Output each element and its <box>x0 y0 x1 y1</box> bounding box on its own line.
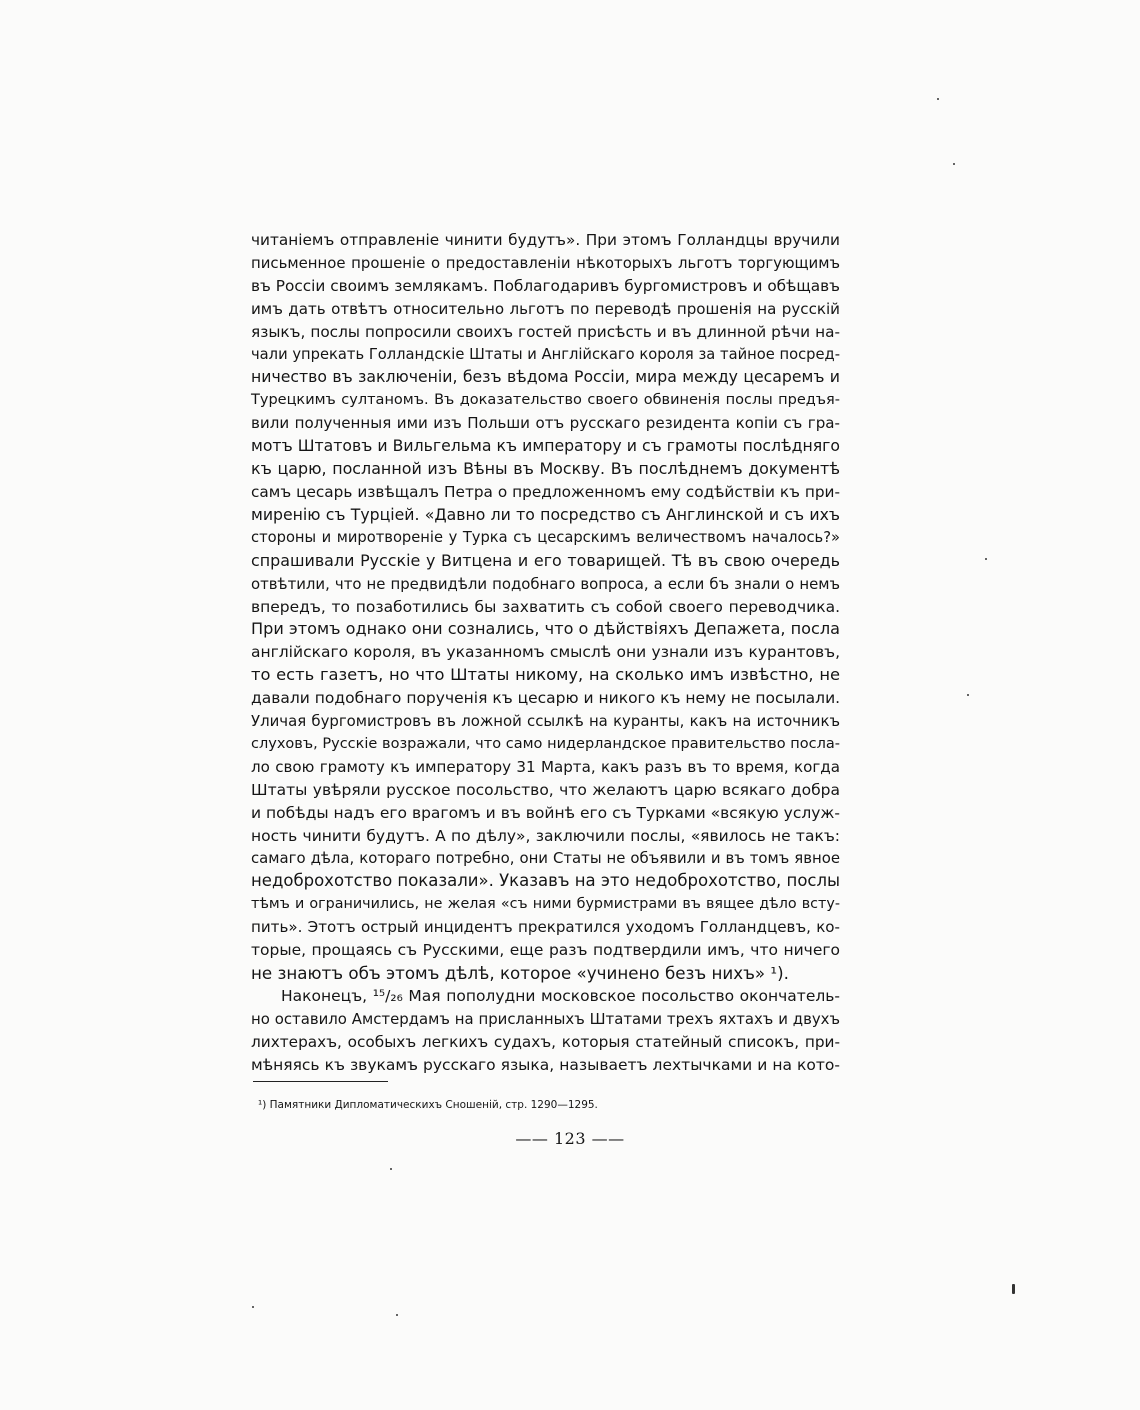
text-line: мѣняясь къ звукамъ русскаго языка, называетъ лехтычками и на кото- <box>251 1055 840 1074</box>
scan-speck <box>985 558 987 560</box>
scan-speck <box>937 98 939 100</box>
page-number: —— 123 —— <box>515 1129 625 1148</box>
text-line: торые, прощаясь съ Русскими, еще разъ подтвердили имъ, что ничего <box>251 941 840 960</box>
text-line: Турецкимъ султаномъ. Въ доказательство своего обвиненія послы предъя- <box>251 392 840 409</box>
text-line: ничество въ заключеніи, безъ вѣдома Россіи, мира между цесаремъ и <box>251 367 840 387</box>
text-line: самъ цесарь извѣщалъ Петра о предложенномъ ему содѣйствіи къ при- <box>251 482 840 501</box>
text-line: письменное прошеніе о предоставленіи нѣкоторыхъ льготъ торгующимъ <box>251 253 840 272</box>
text-line: стороны и миротвореніе у Турка съ цесарскимъ величествомъ началось?» <box>251 528 840 546</box>
text-line: самаго дѣла, котораго потребно, они Статы не объявили и въ томъ явное <box>251 849 840 868</box>
text-line: языкъ, послы попросили своихъ гостей присѣсть и въ длинной рѣчи на- <box>251 322 840 341</box>
scan-speck <box>390 1168 392 1170</box>
text-line: недоброхотство показали». Указавъ на это недоброхотство, послы <box>251 871 841 891</box>
text-line: тѣмъ и ограничились, не желая «съ ними бурмистрами въ вящее дѣло всту- <box>251 896 840 913</box>
text-line: Штаты увѣряли русское посольство, что желаютъ царю всякаго добра <box>251 780 840 799</box>
text-line: и побѣды надъ его врагомъ и въ войнѣ его съ Турками «всякую услуж- <box>251 803 840 822</box>
paragraph-end-line: не знаютъ объ этомъ дѣлѣ, которое «учинено безъ нихъ» ¹). <box>251 963 789 983</box>
text-line: имъ дать отвѣтъ относительно льготъ по переводѣ прошенія на русскій <box>251 299 840 318</box>
text-line: въ Россіи своимъ землякамъ. Поблагодаривъ бургомистровъ и обѣщавъ <box>251 276 840 295</box>
text-line: миренію съ Турціей. «Давно ли то посредство съ Англинской и съ ихъ <box>251 504 840 524</box>
text-line: впередъ, то позаботились бы захватить съ собой своего переводчика. <box>251 597 840 616</box>
text-line: англійскаго короля, въ указанномъ смыслѣ они узнали изъ курантовъ, <box>251 643 840 662</box>
text-line: спрашивали Русскіе у Витцена и его товарищей. Тѣ въ свою очередь <box>251 550 840 570</box>
text-line: отвѣтили, что не предвидѣли подобнаго вопроса, а если бъ знали о немъ <box>251 574 840 593</box>
text-line: пить». Этотъ острый инцидентъ прекратился уходомъ Голландцевъ, ко- <box>251 918 840 937</box>
scan-speck <box>967 694 969 696</box>
text-line: ло свою грамоту къ императору 31 Марта, какъ разъ въ то время, когда <box>251 757 840 776</box>
text-line: то есть газетъ, но что Штаты никому, на сколько имъ извѣстно, не <box>251 665 840 685</box>
text-line: чали упрекать Голландскіе Штаты и Англійскаго короля за тайное посред- <box>251 345 840 363</box>
body-text <box>251 229 840 1077</box>
scan-speck <box>396 1314 398 1316</box>
footnote-divider <box>253 1081 388 1082</box>
footnote: ¹) Памятники Дипломатическихъ Сношеній, стр. 1290—1295. <box>258 1099 598 1111</box>
text-line: давали подобнаго порученія къ цесарю и никого къ нему не посылали. <box>251 689 841 708</box>
scan-speck <box>1012 1284 1015 1294</box>
text-line: читаніемъ отправленіе чинити будутъ». При этомъ Голландцы вручили <box>251 231 840 249</box>
paragraph-start-line: Наконецъ, ¹⁵/₂₆ Мая пополудни московское посольство окончатель- <box>281 986 840 1005</box>
text-line: слуховъ, Русскіе возражали, что само нидерландское правительство посла- <box>251 735 840 752</box>
text-line: Уличая бургомистровъ въ ложной ссылкѣ на куранты, какъ на источникъ <box>251 712 840 731</box>
text-line: но оставило Амстердамъ на присланныхъ Штатами трехъ яхтахъ и двухъ <box>251 1009 840 1028</box>
scan-speck <box>252 1306 254 1308</box>
text-line: вили полученныя ими изъ Польши отъ русскаго резидента копіи съ гра- <box>251 414 840 433</box>
text-line: При этомъ однако они сознались, что о дѣйствіяхъ Депажета, посла <box>251 619 840 639</box>
text-line: ность чинити будутъ. А по дѣлу», заключили послы, «явилось не такъ: <box>251 826 840 845</box>
text-line: лихтерахъ, особыхъ легкихъ судахъ, которыя статейный списокъ, при- <box>251 1032 840 1051</box>
text-line: мотъ Штатовъ и Вильгельма къ императору и съ грамоты послѣдняго <box>251 436 840 456</box>
text-line: къ царю, посланной изъ Вѣны въ Москву. Въ послѣднемъ документѣ <box>251 459 840 479</box>
scan-speck <box>953 163 955 165</box>
